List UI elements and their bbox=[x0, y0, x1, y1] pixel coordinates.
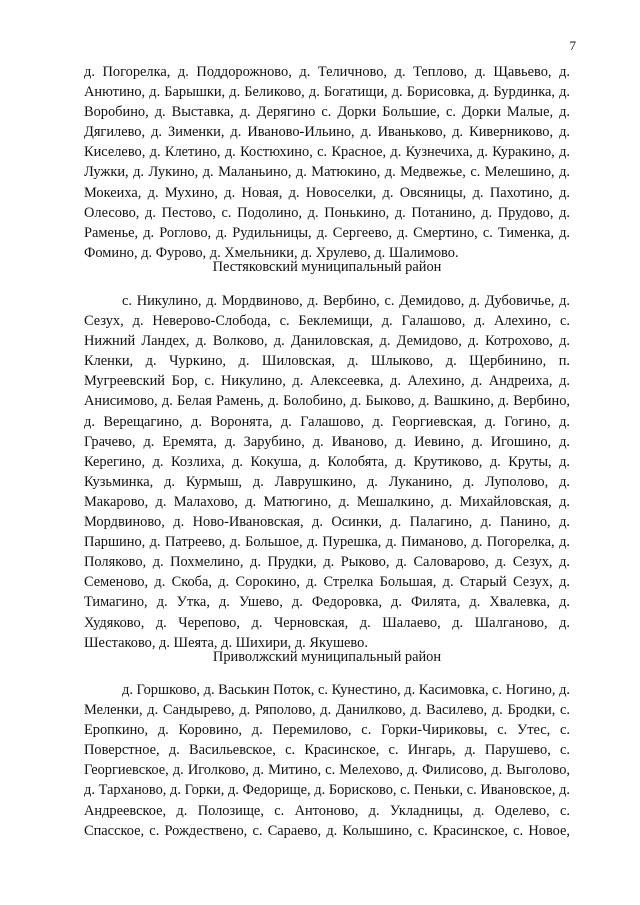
section-text-pestyakovsky: с. Никулино, д. Мордвиново, д. Вербино, с. Демидово, д. Дубовичье, д. Сезух, д. Неверово-Слобода, с. Беклемищи, д. Галашово, д. Алехино, с. Нижний Ландех, д. Волково, д. Даниловская, д. Демидово, д. Котрохово, д. Кленки, д. Чуркино, д. Шиловская, д. Шлыково, д. Щербинино, п. Мугреевский Бор, с. Никулино, д. Алексеевка, д. Алехино, д. Андреиха, д. Анисимово, д. Белая Рамень, д. Болобино, д. Быково, д. Вашкино, д. Вербино, д. Верещагино, д. Воронята, д. Галашово, д. Георгиевская, д. Гогино, д. Грачево, д. Еремята, д. Зарубино, д. Иваново, д. Иевино, д. Игошино, д. Керегино, д. Козлиха, д. Кокуша, д. Колобята, д. Крутиково, д. Круты, д. Кузьминка, д. Курмыш, д. Лаврушкино, д. Луканино, д. Луполово, д. Макарово, д. Малахово, д. Матюгино, д. Мешалкино, д. Михайловская, д. Мордвиново, д. Ново-Ивановская, д. Осинки, д. Палагино, д. Панино, д. Паршино, д. Патреево, д. Большое, д. Пурешка, д. Пиманово, д. Погорелка, д. Поляково, д. Похмелино, д. Прудки, д. Рыково, д. Саловарово, д. Сезух, д. Семеново, д. Скоба, д. Сорокино, д. Стрелка Большая, д. Старый Сезух, д. Тимагино, д. Утка, д. Ушево, д. Федоровка, д. Филята, д. Хвалевка, д. Худяково, д. Черепово, д. Черновская, д. Шалаево, д. Шалганово, д. Шестаково, д. Шеята, д. Шихири, д. Якушево. bbox=[84, 293, 570, 651]
section-heading-pestyakovsky: Пестяковский муниципальный район bbox=[212, 259, 442, 275]
page-number: 7 bbox=[569, 38, 576, 53]
continued-settlement-list: д. Погорелка, д. Поддорожново, д. Теличново, д. Теплово, д. Щавьево, д. Анютино, д. Барышки, д. Беликово, д. Богатищи, д. Борисовка, д. Бурдинка, д. Воробино, д. Выставка, д. Дерягино с. Дорки Большие, с. Дорки Малые, д. Дягилево, д. Зименки, д. Иваново-Ильино, д. Иваньково, д. Киверниково, д. Киселево, д. Клетино, д. Костюхино, с. Красное, д. Кузнечиха, д. Куракино, д. Лужки, д. Лукино, д. Маланьино, д. Матюкино, д. Медвежье, с. Мелешино, д. Мокеиха, д. Мухино, д. Новая, д. Новоселки, д. Овсяницы, д. Пахотино, д. Олесово, д. Пестово, с. Подолино, д. Понькино, д. Потанино, д. Прудово, д. Раменье, д. Роглово, д. Рудильницы, д. Сергеево, д. Смертино, с. Тименка, д. Фомино, д. Фурово, д. Хмельники, д. Хрулево, д. Шалимово. bbox=[84, 64, 570, 261]
section-heading-privolzhsky: Приволжский муниципальный район bbox=[212, 649, 442, 665]
section-text-privolzhsky: д. Горшково, д. Васькин Поток, с. Кунестино, д. Касимовка, с. Ногино, д. Меленки, д. Сандырево, д. Ряполово, д. Данилково, д. Василево, д. Бродки, с. Еропкино, д. Коровино, д. Перемилово, с. Горки-Чириковы, с. Утес, с. Поверстное, д. Васильевское, с. Красинское, с. Ингарь, д. Парушево, с. Георгиевское, д. Иголково, д. Митино, с. Мелехово, д. Филисово, д. Выголово, д. Тарханово, д. Горки, д. Федорище, д. Борисково, с. Пеньки, с. Ивановское, д. Андреевское, д. Полозище, с. Антоново, д. Укладницы, д. Оделево, с. Спасское, с. Рождествено, с. Сараево, д. Колышино, с. Красинское, с. Новое, bbox=[84, 682, 570, 839]
